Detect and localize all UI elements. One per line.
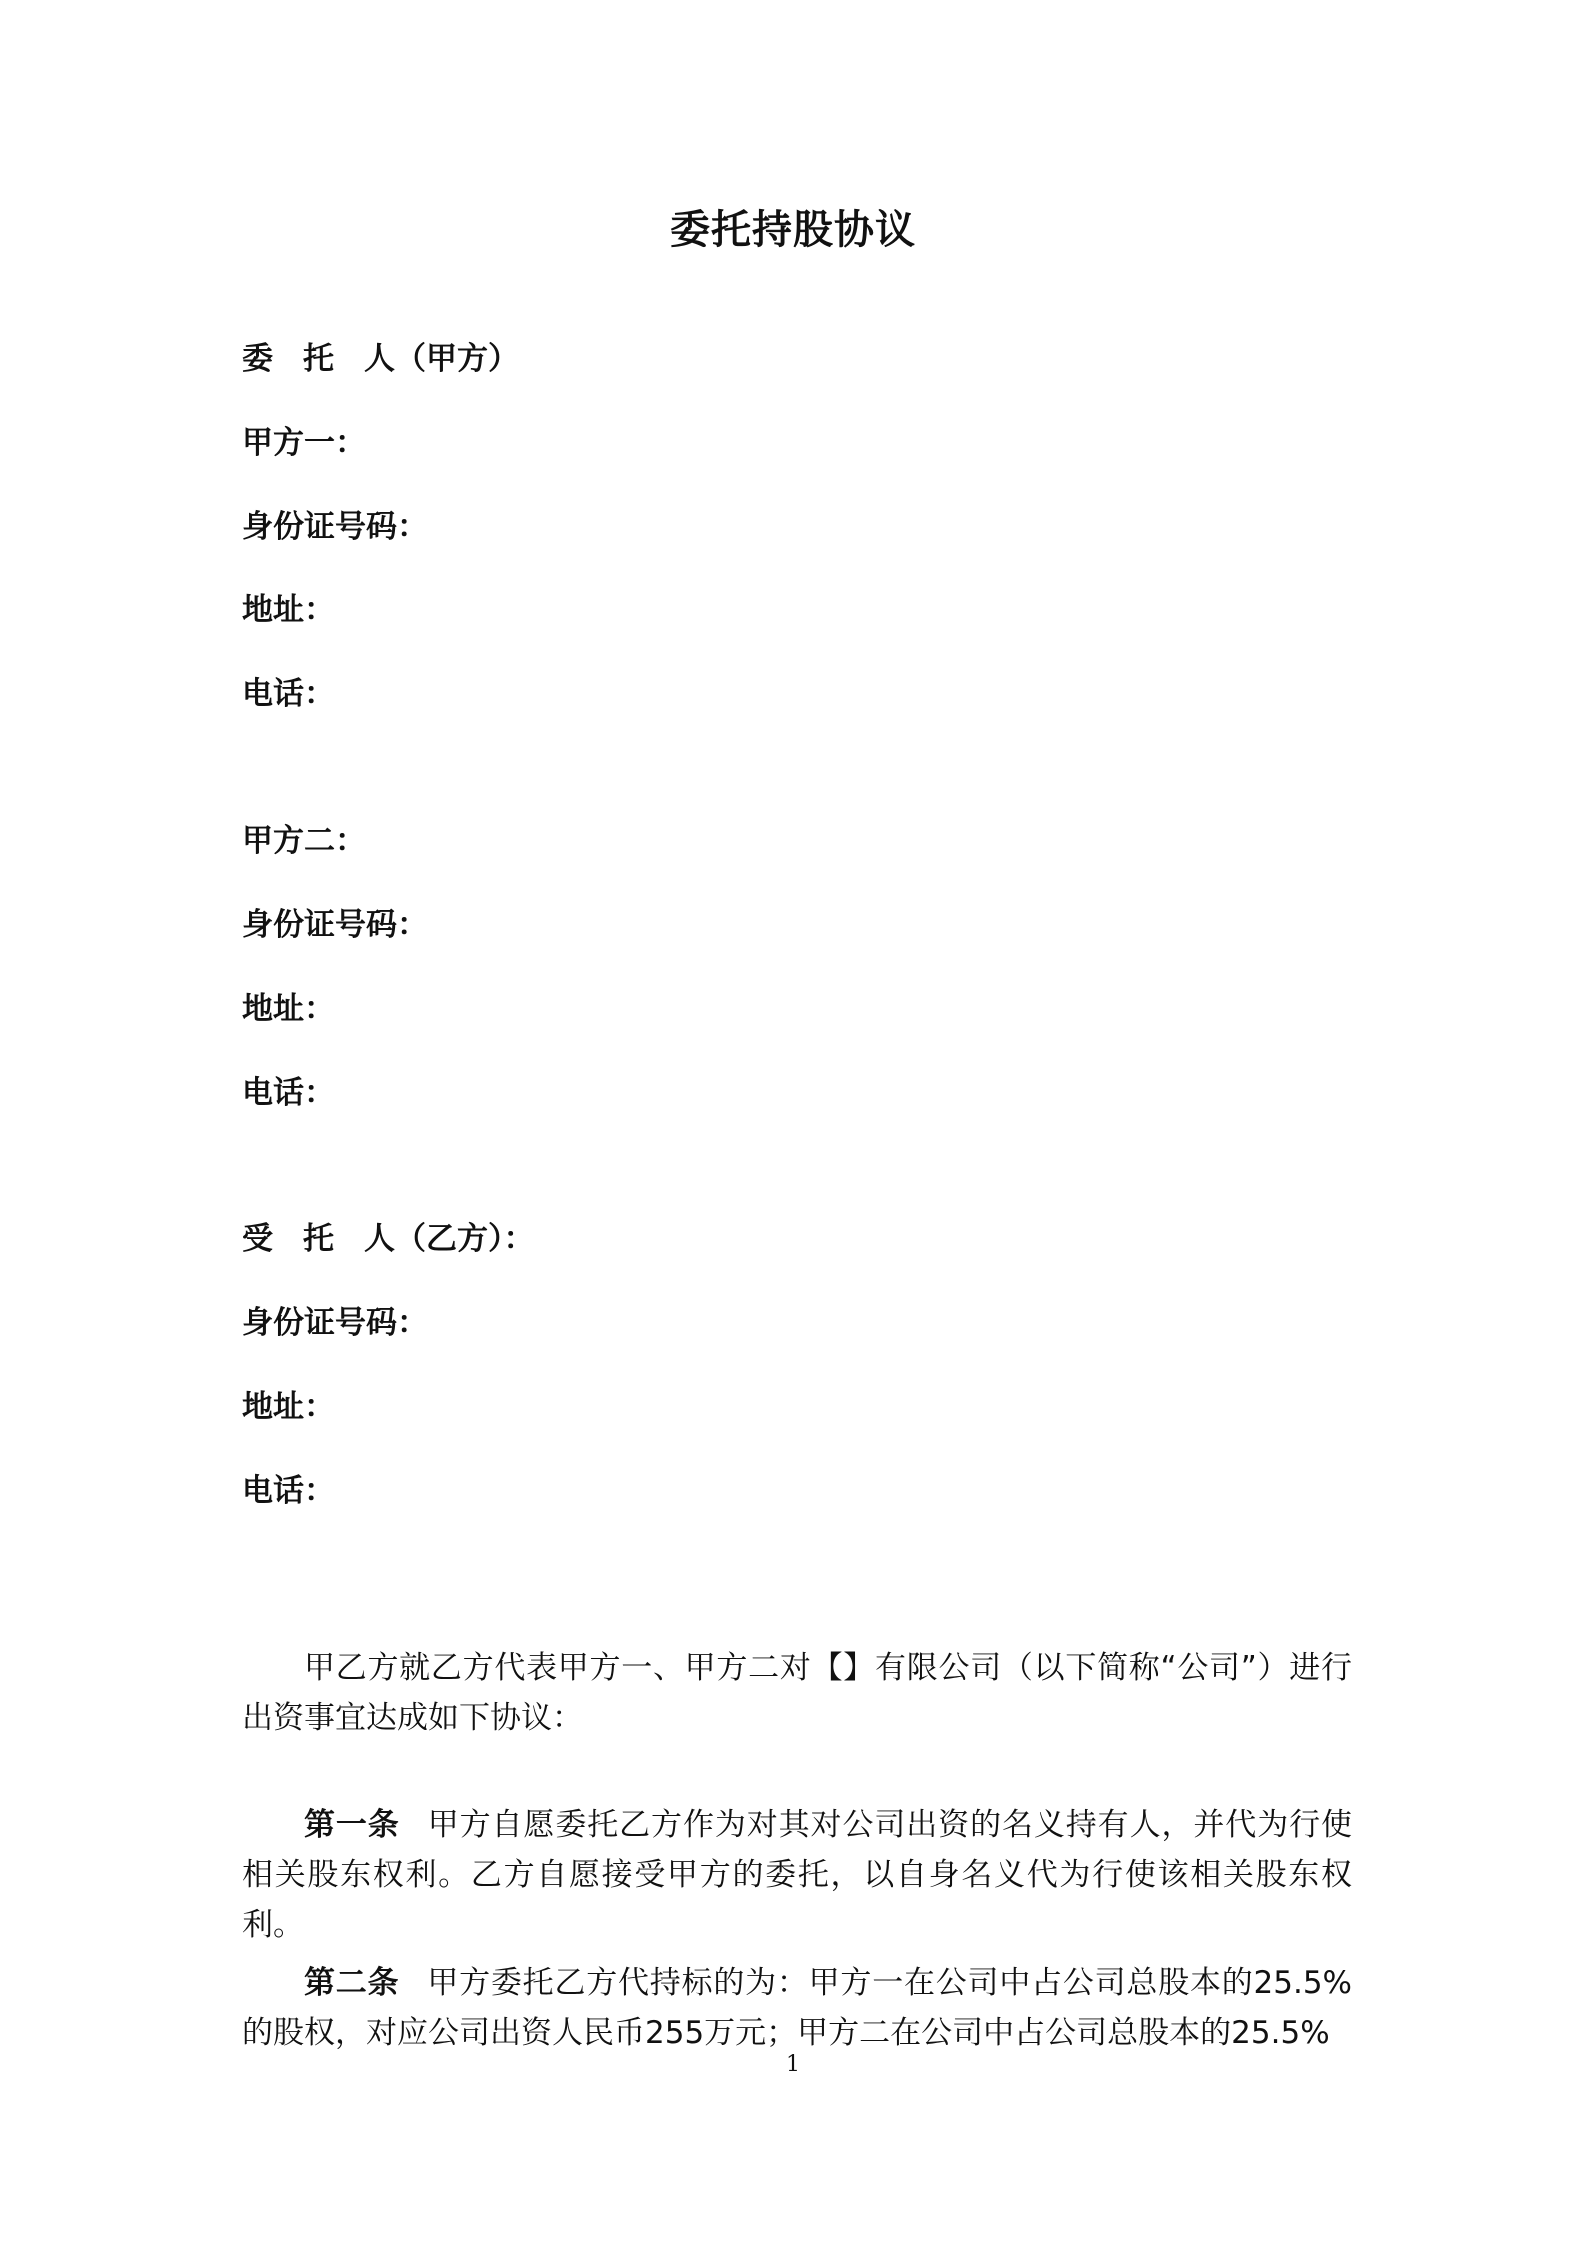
article-2 bbox=[242, 1958, 1352, 2058]
article-2-text: 甲方委托乙方代持标的为：甲方一在公司中占公司总股本的25.5%的股权，对应公司出资人民币255万元；甲方二在公司中占公司总股本的25.5% bbox=[242, 1965, 1353, 2051]
party-a-two-label: 甲方二： bbox=[242, 823, 366, 859]
party-b-heading-char-1: 受 bbox=[242, 1221, 273, 1257]
party-a-one-label: 甲方一： bbox=[242, 425, 366, 461]
party-a-heading-char-2: 托 bbox=[303, 341, 334, 377]
article-1-text: 甲方自愿委托乙方作为对其对公司出资的名义持有人，并代为行使相关股东权利。乙方自愿接受甲方的委托，以自身名义代为行使该相关股东权利。 bbox=[242, 1807, 1353, 1943]
document-title: 委托持股协议 bbox=[670, 207, 916, 253]
party-b-heading-char-2: 托 bbox=[303, 1221, 334, 1257]
party-a-heading-rest: 人（甲方） bbox=[364, 341, 519, 377]
page-number: 1 bbox=[786, 2052, 800, 2077]
preamble-paragraph: 甲乙方就乙方代表甲方一、甲方二对【】有限公司（以下简称“公司”）进行出资事宜达成如下协议： bbox=[242, 1650, 1352, 1736]
party-a-two-phone-label: 电话： bbox=[242, 1075, 335, 1111]
party-b-id-label: 身份证号码： bbox=[242, 1305, 428, 1341]
party-b-phone-label: 电话： bbox=[242, 1473, 335, 1509]
party-b-address-label: 地址： bbox=[242, 1389, 335, 1425]
article-1 bbox=[242, 1800, 1352, 1950]
party-a-one-id-label: 身份证号码： bbox=[242, 509, 428, 545]
party-a-two-address-label: 地址： bbox=[242, 991, 335, 1027]
party-b-heading bbox=[242, 1213, 535, 1258]
party-a-one-phone-label: 电话： bbox=[242, 676, 335, 712]
party-a-heading bbox=[242, 333, 519, 378]
party-a-heading-char-1: 委 bbox=[242, 341, 273, 377]
article-1-number: 第一条 bbox=[304, 1807, 400, 1843]
party-a-two-id-label: 身份证号码： bbox=[242, 907, 428, 943]
party-b-heading-rest: 人（乙方）： bbox=[364, 1221, 535, 1257]
article-2-number: 第二条 bbox=[304, 1965, 400, 2001]
party-a-one-address-label: 地址： bbox=[242, 592, 335, 628]
